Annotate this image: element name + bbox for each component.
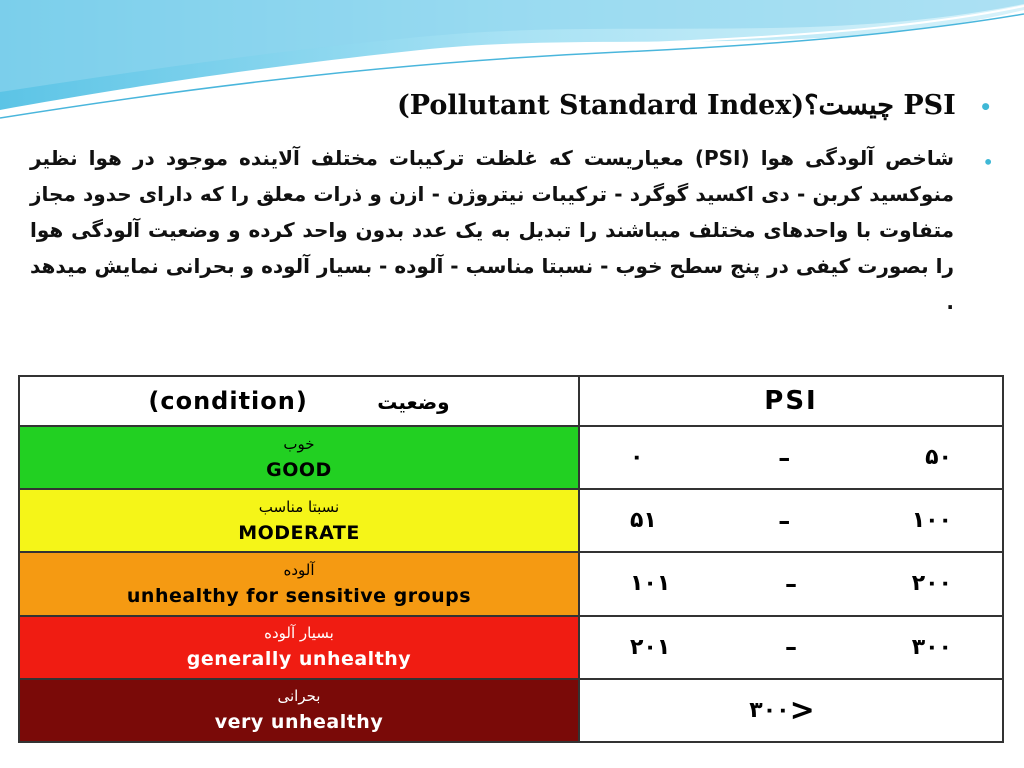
- psi-low: ۱۰۱: [630, 571, 671, 597]
- table-header-row: [19, 376, 1003, 426]
- condition-en: MODERATE: [238, 521, 360, 544]
- condition-fa: بسیار آلوده: [264, 624, 334, 643]
- condition-fa: نسبتا مناسب: [258, 497, 340, 516]
- condition-fa: آلوده: [283, 560, 315, 579]
- psi-high: ۲۰۰: [911, 571, 952, 597]
- bullet-icon: •: [979, 94, 992, 119]
- title-paren-close: ): [791, 90, 805, 121]
- table-row: [19, 426, 1003, 489]
- range-dash: –: [785, 569, 797, 598]
- condition-en: GOOD: [266, 458, 332, 481]
- title-question: چیست؟: [804, 90, 894, 121]
- psi-value: ۳۰۰: [749, 697, 790, 723]
- condition-cell-sensitive: [19, 552, 579, 615]
- table-row: [19, 616, 1003, 679]
- psi-range-cell: [579, 616, 1003, 679]
- range-dash: –: [785, 633, 797, 662]
- psi-range-cell: [579, 489, 1003, 552]
- table-row: [19, 489, 1003, 552]
- bullet-icon: •: [982, 150, 994, 174]
- description-paragraph: شاخص آلودگی هوا (PSI) معیاریست که غلظت ترکیبات مختلف آلاینده موجود در هوا نظیر منوکسید کربن - دی اکسید گوگرد - ترکیبات نیتروژن - ازن و ذرات معلق را که دارای حدود مجاز متفاوت با واحدهای مختلف میباشند را تبدیل به یک عدد بدون واحد کرده و وضعیت آلودگی هوا را بصورت کیفی در پنج سطح خوب - نسبتا مناسب - آلوده - بسیار آلوده و بحرانی نمایش میدهد .: [30, 146, 954, 314]
- psi-high: ۳۰۰: [911, 634, 952, 660]
- slide-title: [32, 90, 992, 121]
- title-psi: PSI: [903, 90, 956, 121]
- range-dash: –: [778, 506, 791, 535]
- condition-cell-unhealthy: [19, 616, 579, 679]
- condition-fa: خوب: [283, 434, 315, 453]
- condition-cell-moderate: [19, 489, 579, 552]
- header-condition: [19, 376, 579, 426]
- condition-cell-very-unhealthy: [19, 679, 579, 742]
- psi-high: ۱۰۰: [911, 508, 952, 534]
- condition-cell-good: [19, 426, 579, 489]
- psi-table: [18, 375, 1002, 743]
- greater-than-sign: >: [789, 692, 815, 728]
- description-block: [30, 140, 994, 320]
- header-condition-en: (condition): [148, 387, 308, 415]
- psi-high: ۵۰: [925, 445, 952, 471]
- psi-low: ۲۰۱: [630, 634, 671, 660]
- title-full-name: Pollutant Standard Index: [409, 90, 792, 121]
- psi-range-cell: [579, 552, 1003, 615]
- table-row: [19, 552, 1003, 615]
- psi-range-cell: [579, 679, 1003, 742]
- psi-low: ۰: [630, 445, 644, 471]
- condition-fa: بحرانی: [277, 687, 321, 706]
- psi-range-cell: [579, 426, 1003, 489]
- psi-low: ۵۱: [630, 508, 657, 534]
- header-condition-fa: وضعیت: [377, 390, 450, 414]
- header-psi: PSI: [579, 376, 1003, 426]
- title-paren-open: (: [397, 90, 410, 121]
- condition-en: unhealthy for sensitive groups: [126, 584, 472, 607]
- condition-en: generally unhealthy: [186, 648, 412, 671]
- condition-en: very unhealthy: [214, 711, 384, 734]
- table-row: [19, 679, 1003, 742]
- range-dash: –: [778, 443, 791, 472]
